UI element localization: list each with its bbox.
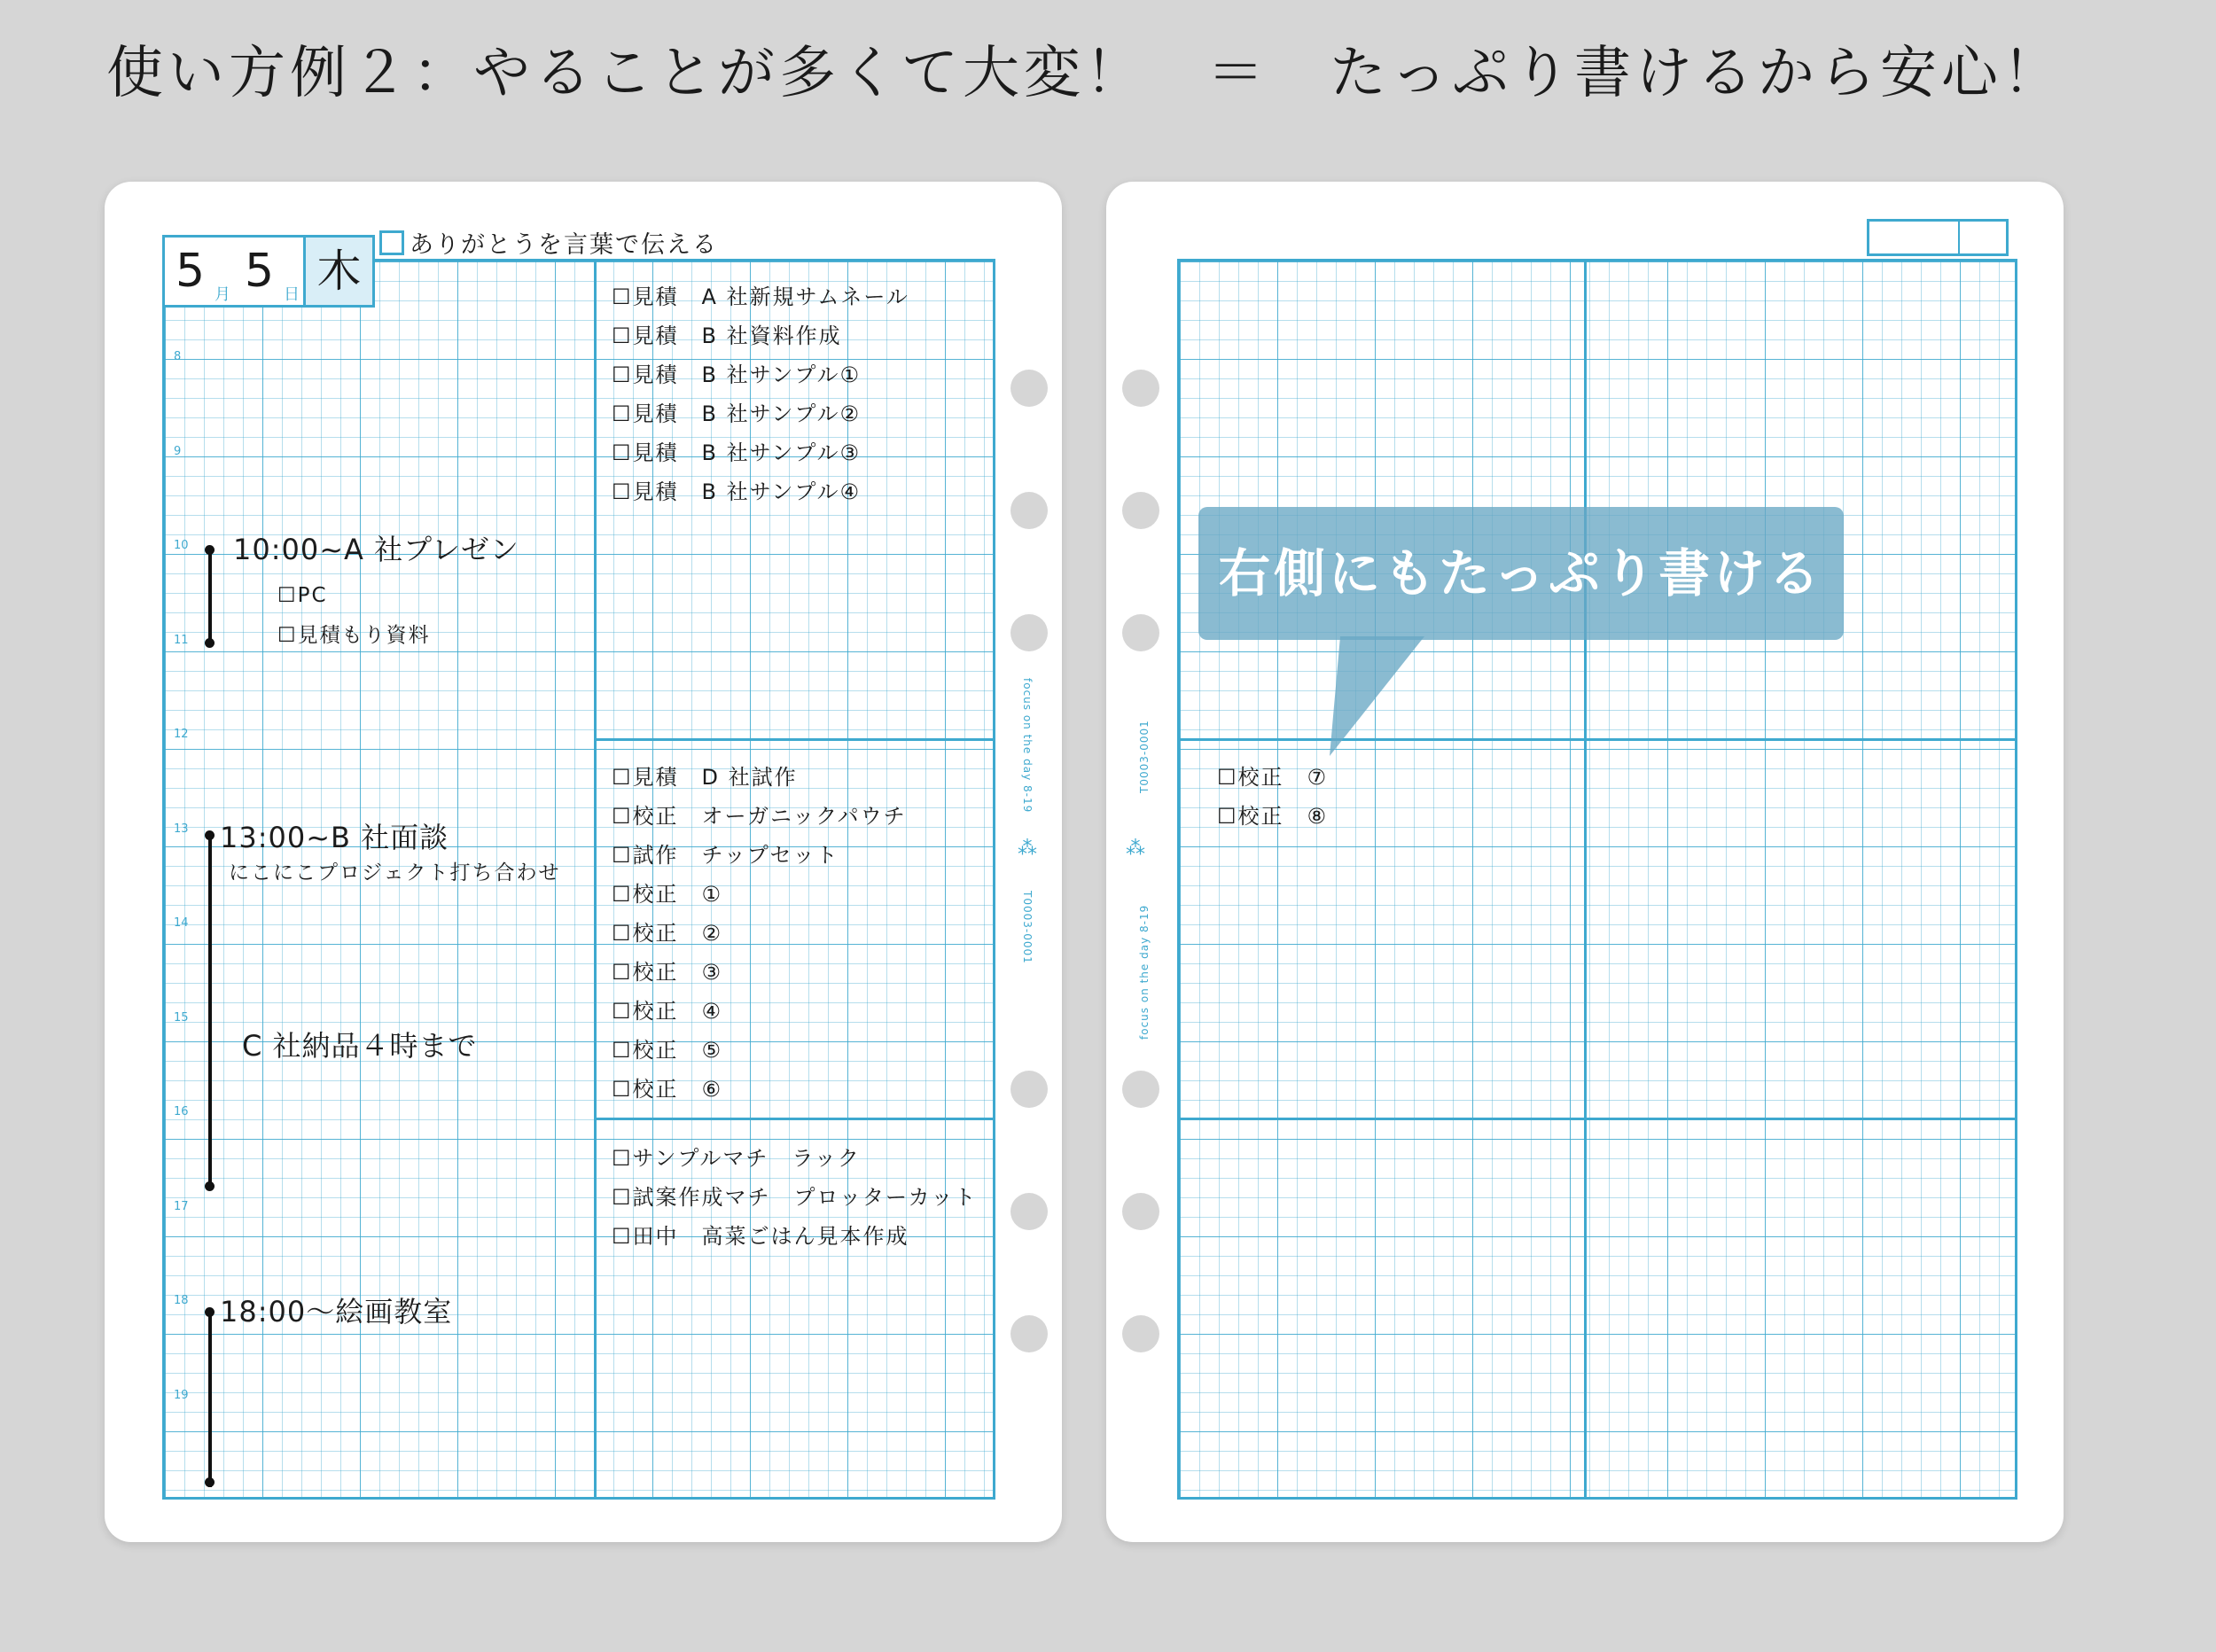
date-day: 5	[245, 245, 275, 298]
binder-hole	[1010, 370, 1048, 407]
time-span-end	[205, 1181, 215, 1191]
hour-label: 11	[174, 634, 189, 647]
time-span-end	[205, 638, 215, 648]
event-time[interactable]: 18:00～絵画教室	[220, 1295, 453, 1329]
todo-item[interactable]: ☐校正 ②	[612, 921, 723, 946]
time-span-start	[205, 1307, 215, 1317]
time-span-end	[205, 1477, 215, 1487]
headline: 使い方例２：やることが多くて大変！ ＝ たっぷり書けるから安心！	[106, 41, 2064, 106]
section-divider-2	[1180, 1118, 2015, 1120]
column-divider	[594, 261, 597, 1497]
right-grid	[1177, 259, 2017, 1500]
binder-hole	[1122, 1071, 1159, 1108]
todo-item[interactable]: ☐校正 ⑦	[1217, 765, 1329, 790]
hour-label: 14	[174, 916, 189, 930]
todo-item[interactable]: ☐校正 ④	[612, 999, 723, 1024]
side-code: T0003-0001	[1021, 891, 1034, 964]
hour-label: 13	[174, 822, 189, 836]
hour-label: 18	[174, 1294, 189, 1307]
hour-label: 19	[174, 1389, 189, 1402]
todo-item[interactable]: ☐サンプルマチ ラック	[612, 1146, 861, 1171]
event-time[interactable]: 13:00~B 社面談	[220, 821, 449, 854]
date-month: 5	[176, 245, 206, 298]
event-time[interactable]: 10:00~A 社プレゼン	[233, 533, 519, 566]
hour-label: 15	[174, 1011, 189, 1025]
binder-hole	[1122, 1193, 1159, 1230]
binder-hole	[1010, 614, 1048, 651]
todo-item[interactable]: ☐見積 B 社サンプル②	[612, 401, 861, 426]
todo-item[interactable]: ☐校正 ⑤	[612, 1038, 723, 1063]
callout-text: 右側にもたっぷり書ける	[1218, 543, 1823, 604]
column-divider	[1584, 261, 1587, 1497]
binder-hole	[1010, 1193, 1048, 1230]
todo-item[interactable]: ☐校正 ③	[612, 960, 723, 985]
hour-label: 9	[174, 445, 182, 458]
side-caption: focus on the day 8-19	[1021, 678, 1034, 814]
todo-item[interactable]: ☐見積 B 社サンプル④	[612, 479, 861, 504]
time-span-bar	[208, 835, 212, 1188]
hour-label: 10	[174, 539, 189, 552]
todo-item[interactable]: ☐見積 A 社新規サムネール	[612, 284, 909, 309]
binder-hole	[1122, 614, 1159, 651]
right-page	[1106, 182, 2064, 1542]
page-tab-box[interactable]	[1867, 219, 2009, 256]
todo-item[interactable]: ☐校正 ①	[612, 882, 723, 907]
time-span-start	[205, 830, 215, 840]
section-divider-1	[594, 738, 993, 741]
todo-item[interactable]: ☐見積 B 社資料作成	[612, 323, 842, 348]
todo-item[interactable]: ☐校正 ⑥	[612, 1077, 723, 1102]
date-day-unit: 日	[284, 285, 300, 304]
time-span-start	[205, 545, 215, 555]
left-page	[105, 182, 1062, 1542]
binder-hole	[1010, 1071, 1048, 1108]
event-subitem[interactable]: ☐見積もり資料	[277, 624, 431, 647]
callout-balloon	[1198, 507, 1844, 640]
brand-logo-icon: ⁂	[1018, 838, 1037, 860]
todo-item[interactable]: ☐見積 B 社サンプル③	[612, 440, 861, 465]
callout-tail	[1323, 636, 1429, 760]
todo-item[interactable]: ☐田中 高菜ごはん見本作成	[612, 1224, 909, 1249]
todo-item[interactable]: ☐試作 チップセット	[612, 843, 839, 868]
tab-divider	[1958, 222, 1960, 253]
hour-label: 8	[174, 350, 182, 363]
hour-label: 12	[174, 728, 189, 741]
event-subitem[interactable]: にこにこプロジェクト打ち合わせ	[229, 861, 561, 884]
side-code: T0003-0001	[1138, 720, 1151, 793]
hour-label: 16	[174, 1105, 189, 1118]
brand-logo-icon: ⁂	[1126, 838, 1145, 860]
event-time[interactable]: C 社納品４時まで	[242, 1029, 478, 1063]
todo-item[interactable]: ☐見積 B 社サンプル①	[612, 362, 861, 387]
section-divider-2	[594, 1118, 993, 1120]
todo-item[interactable]: ☐見積 D 社試作	[612, 765, 798, 790]
binder-hole	[1122, 370, 1159, 407]
time-span-bar	[208, 1312, 212, 1487]
binder-hole	[1122, 492, 1159, 529]
date-weekday: 木	[303, 238, 372, 305]
binder-hole	[1010, 1315, 1048, 1352]
gratitude-checkbox[interactable]	[379, 230, 404, 255]
section-divider-1	[1180, 738, 2015, 741]
date-month-unit: 月	[215, 285, 230, 304]
gratitude-text: ありがとうを言葉で伝える	[410, 231, 718, 259]
binder-hole	[1122, 1315, 1159, 1352]
event-subitem[interactable]: ☐PC	[277, 584, 328, 607]
time-span-bar	[208, 549, 212, 643]
side-caption: focus on the day 8-19	[1138, 904, 1151, 1040]
todo-item[interactable]: ☐校正 オーガニックパウチ	[612, 804, 907, 829]
todo-item[interactable]: ☐試案作成マチ プロッターカット	[612, 1185, 978, 1210]
hour-label: 17	[174, 1200, 189, 1213]
binder-hole	[1010, 492, 1048, 529]
date-box[interactable]	[162, 235, 375, 308]
gratitude-row[interactable]	[379, 228, 718, 263]
todo-item[interactable]: ☐校正 ⑧	[1217, 804, 1329, 829]
